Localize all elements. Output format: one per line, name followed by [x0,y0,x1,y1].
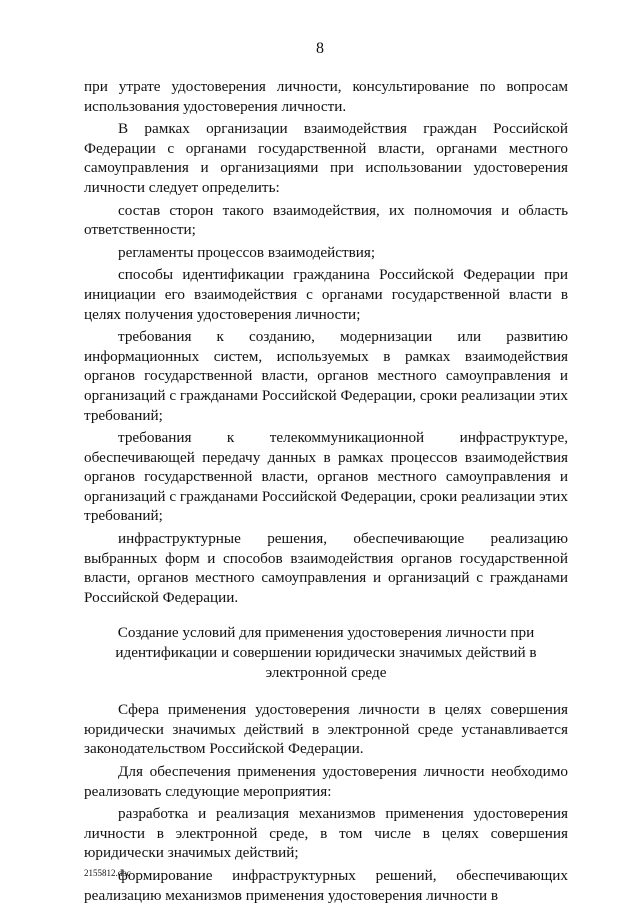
page-number: 8 [316,40,324,57]
document-body [84,77,568,908]
paragraph: Для обеспечения применения удостоверения личности необходимо реализовать следующие мероприятия: [84,763,568,800]
paragraph: Сфера применения удостоверения личности в целях совершения юридически значимых действий в электронной среде устанавливается законодательством Российской Федерации. [84,701,568,758]
paragraph: формирование инфраструктурных решений, обеспечивающих реализацию механизмов применения удостоверения личности в [84,866,568,904]
paragraph: инфраструктурные решения, обеспечивающие реализацию выбранных форм и способов взаимодействия органов государственной власти, органов местного самоуправления и организаций с гражданами Российской Федерации. [84,530,568,606]
paragraph: разработка и реализация механизмов применения удостоверения личности в электронной среде, в том числе в целях совершения юридически значимых действий; [84,805,568,862]
paragraph: требования к телекоммуникационной инфраструктуре, обеспечивающей передачу данных в рамках процессов взаимодействия органов государственной власти, органов местного самоуправления и организаций с гражданами Российской Федерации, сроки реализации этих требований; [84,429,568,525]
paragraph: состав сторон такого взаимодействия, их полномочия и область ответственности; [84,201,568,239]
paragraph: требования к созданию, модернизации или развитию информационных систем, используемых в рамках взаимодействия органов государственной власти, органов местного самоуправления и организаций с гражданами Российской Федерации, сроки реализации этих требований; [84,328,568,424]
paragraph: при утрате удостоверения личности, консультирование по вопросам использования удостоверения личности. [84,78,568,115]
document-footer-filename: 2155812.doc [84,868,131,878]
section-heading: Создание условий для применения удостоверения личности при идентификации и совершении юридически значимых действий в электронной среде [115,624,537,681]
paragraph: В рамках организации взаимодействия граждан Российской Федерации с органами государственной власти, органами местного самоуправления и организациями при использовании удостоверения личности следует определить: [84,120,568,196]
paragraph: регламенты процессов взаимодействия; [118,243,376,261]
paragraph: способы идентификации гражданина Российской Федерации при инициации его взаимодействия с органами государственной власти в целях получения удостоверения личности; [84,266,568,323]
